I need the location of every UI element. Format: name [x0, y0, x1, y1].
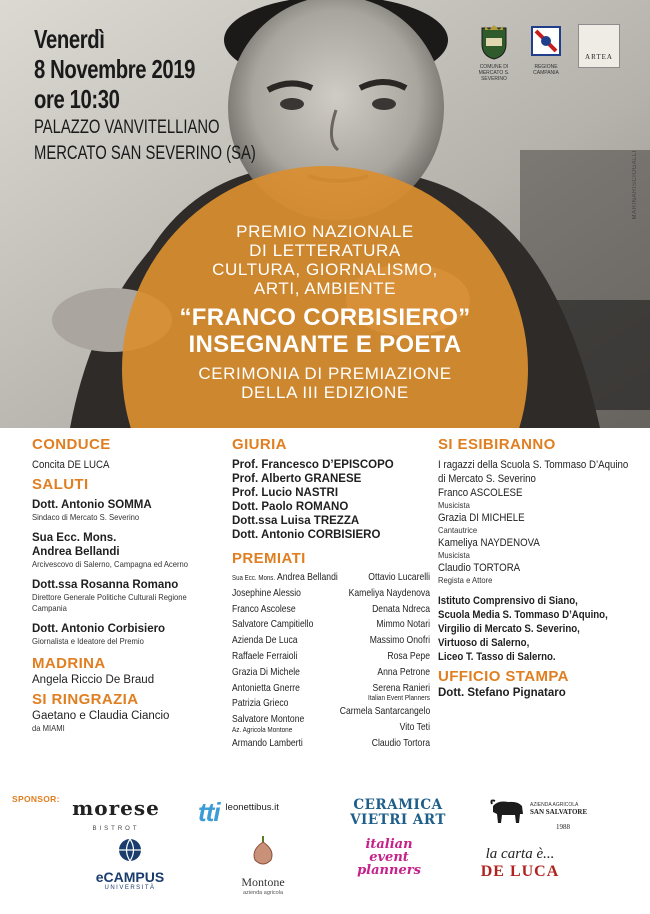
premiato: Grazia Di Michele: [232, 665, 300, 678]
school-line: Virtuoso di Salerno,: [438, 637, 530, 649]
award-title-1: “FRANCO CORBISIERO”: [179, 304, 471, 331]
award-subtitle-2: DI LETTERATURA: [249, 241, 401, 260]
montone-logo-text: Montone: [241, 875, 285, 889]
sponsor-san-salvatore: [490, 796, 600, 831]
sponsor-tti: [198, 797, 328, 828]
premiato: Denata Ndreca: [372, 602, 430, 615]
italian-logo-line1: italian: [365, 837, 413, 852]
premiato: Claudio Tortora: [371, 736, 430, 749]
morese-logo-text: morese: [72, 796, 160, 820]
photo-credit: MARINARISCIOGALLI: [632, 150, 638, 220]
column-left: [32, 436, 222, 734]
award-subtitle-3: CULTURA, GIORNALISMO,: [212, 260, 438, 279]
saluti-role-line2: Campania: [32, 603, 67, 613]
ceramica-logo-line2: VIETRI ART: [350, 812, 446, 828]
deluca-logo-text: DE LUCA: [480, 863, 560, 880]
artist-name: Franco ASCOLESE: [438, 487, 523, 499]
award-subtitle-1: PREMIO NAZIONALE: [236, 222, 414, 241]
premiato-prefix: Sua Ecc. Mons.: [232, 573, 276, 582]
premiato: [232, 570, 338, 586]
sponsor-montone: [228, 834, 298, 896]
conduce-name: Concita DE LUCA: [32, 459, 110, 471]
giuria-heading: GIURIA: [232, 436, 287, 453]
column-middle: [232, 436, 430, 766]
premiato: Antonietta Gnerre: [232, 681, 300, 694]
comune-logo: [474, 24, 514, 82]
premiato: Vito Teti: [399, 721, 430, 734]
esibiranno-heading: SI ESIBIRANNO: [438, 436, 556, 453]
premiato: Massimo Onofri: [369, 634, 430, 647]
sponsor-de-luca: [472, 846, 568, 881]
onion-icon: [247, 834, 279, 868]
giuria-member: Prof. Lucio NASTRI: [232, 487, 339, 499]
saluti-role: Arcivescovo di Salerno, Campagna ed Acerno: [32, 559, 189, 569]
hero-photo-area: [0, 0, 650, 428]
giuria-member: Dott. Paolo ROMANO: [232, 501, 349, 513]
artea-logo-label: ARTEA: [585, 53, 613, 61]
artist-name: Grazia DI MICHELE: [438, 512, 525, 524]
institution-logos: [474, 24, 620, 82]
buffalo-icon: [490, 796, 526, 826]
morese-logo-sub: BISTROT: [92, 826, 140, 832]
giuria-member: Prof. Francesco D’EPISCOPO: [232, 459, 394, 471]
event-date: 8 Novembre 2019: [34, 54, 195, 85]
saluti-name: Dott.ssa Rosanna Romano: [32, 579, 179, 591]
premiato-name: Andrea Bellandi: [276, 571, 338, 583]
ceremony-line-1: CERIMONIA DI PREMIAZIONE: [198, 364, 452, 383]
premiato: Ottavio Lucarelli: [368, 571, 430, 583]
saluti-name-line2: Andrea Bellandi: [32, 546, 120, 558]
saluti-name: Sua Ecc. Mons.: [32, 532, 117, 544]
premiato: Patrizia Grieco: [232, 697, 289, 710]
deluca-logo-tagline: la carta è...: [485, 846, 555, 862]
sponsor-morese: [72, 796, 160, 832]
school-line: Scuola Media S. Tommaso D’Aquino,: [438, 609, 608, 621]
sponsor-italian-event-planners: [356, 838, 422, 877]
event-time: ore 10:30: [34, 84, 120, 115]
premiati-heading: PREMIATI: [232, 550, 306, 567]
ringrazia-name: Gaetano e Claudia Ciancio: [32, 710, 170, 722]
premiati-right-column: [320, 570, 430, 752]
premiati-list: [232, 570, 430, 766]
premiato: Azienda De Luca: [232, 634, 298, 647]
ceremony-line-2: DELLA III EDIZIONE: [241, 383, 409, 402]
comune-crest-icon: [477, 24, 511, 60]
giuria-member: Dott. Antonio CORBISIERO: [232, 529, 381, 541]
conduce-heading: CONDUCE: [32, 436, 111, 453]
premiato: Salvatore Campitiello: [232, 618, 314, 631]
premiato: Kameliya Naydenova: [348, 586, 430, 599]
premiato: Franco Ascolese: [232, 602, 296, 615]
artist-role: Musicista: [438, 550, 470, 560]
premiato-affiliation: Az. Agricola Montone: [232, 724, 293, 734]
saluti-name: Dott. Antonio Corbisiero: [32, 623, 166, 635]
school-line: Liceo T. Tasso di Salerno.: [438, 651, 556, 663]
tti-url: leonettibus.it: [225, 802, 279, 813]
italian-logo-line2: event: [369, 850, 409, 865]
italian-logo-line3: planners: [357, 863, 421, 878]
school-line: Virgilio di Mercato S. Severino,: [438, 623, 580, 635]
ecampus-globe-icon: [117, 838, 143, 862]
column-right: [438, 436, 638, 700]
artist-role: Musicista: [438, 500, 470, 510]
saluti-role: Direttore Generale Politiche Culturali Regione: [32, 592, 187, 602]
event-venue: PALAZZO VANVITELLIANO: [34, 117, 220, 139]
program-columns: [0, 428, 650, 798]
ufficio-stampa-name: Dott. Stefano Pignataro: [438, 687, 566, 699]
saluti-role: Sindaco di Mercato S. Severino: [32, 512, 140, 522]
saluti-name: Dott. Antonio SOMMA: [32, 499, 152, 511]
regione-crest-icon: [529, 24, 563, 60]
award-subtitle-4: ARTI, AMBIENTE: [253, 279, 397, 298]
artist-role: Regista e Attore: [438, 575, 493, 585]
giuria-member: Prof. Alberto GRANESE: [232, 473, 362, 485]
premiato: Serena Ranieri: [372, 681, 430, 694]
tti-logo-text: tti: [198, 797, 220, 827]
premiato-affiliation: Italian Event Planners: [367, 693, 430, 703]
school-line: Istituto Comprensivo di Siano,: [438, 595, 578, 607]
san-salvatore-sub: AZIENDA AGRICOLA: [530, 802, 579, 808]
premiato: Mimmo Notari: [376, 618, 430, 631]
montone-logo-sub: azienda agricola: [242, 890, 284, 896]
premiato: Josephine Alessio: [232, 586, 301, 599]
sponsor-ecampus: [90, 838, 170, 891]
premiato: Salvatore Montone: [232, 713, 305, 726]
esibiranno-intro: I ragazzi della Scuola S. Tommaso D’Aquino: [438, 459, 629, 471]
giuria-member: Dott.ssa Luisa TREZZA: [232, 515, 360, 527]
premiato: Anna Petrone: [377, 665, 430, 678]
san-salvatore-year: 1988: [556, 823, 570, 831]
madrina-heading: MADRINA: [32, 655, 106, 672]
ringrazia-role: da MIAMI: [32, 723, 65, 733]
regione-logo: [526, 24, 566, 76]
san-salvatore-name: SAN SALVATORE: [530, 808, 588, 816]
sponsor-label: SPONSOR:: [12, 794, 60, 804]
esibiranno-intro-line2: di Mercato S. Severino: [438, 473, 536, 485]
ceramica-logo-line1: CERAMICA: [353, 797, 443, 813]
saluti-role: Giornalista e Ideatore del Premio: [32, 636, 144, 646]
artea-logo: [578, 24, 620, 68]
sponsor-ceramica: [350, 798, 446, 828]
ecampus-logo-sub: UNIVERSITÀ: [104, 885, 156, 891]
event-info: [34, 24, 318, 165]
award-title-block: [0, 222, 650, 402]
madrina-name: Angela Riccio De Braud: [32, 674, 155, 686]
artist-name: Claudio TORTORA: [438, 562, 521, 574]
comune-logo-label: COMUNE DI MERCATO S. SEVERINO: [478, 64, 510, 82]
saluti-heading: SALUTI: [32, 476, 89, 493]
ufficio-stampa-heading: UFFICIO STAMPA: [438, 668, 569, 685]
artist-name: Kameliya NAYDENOVA: [438, 537, 540, 549]
ecampus-logo-text: eCAMPUS: [95, 869, 165, 885]
artist-role: Cantautrice: [438, 525, 478, 535]
ringrazia-heading: SI RINGRAZIA: [32, 691, 139, 708]
award-title-2: INSEGNANTE E POETA: [188, 331, 462, 358]
premiato: Raffaele Ferraioli: [232, 649, 298, 662]
premiato: Carmela Santarcangelo: [339, 705, 431, 718]
premiato: Armando Lamberti: [232, 736, 303, 749]
event-day: Venerdì: [34, 24, 105, 54]
event-city: MERCATO SAN SEVERINO (SA): [34, 142, 256, 164]
premiato: Rosa Pepe: [387, 649, 430, 662]
regione-logo-label: REGIONE CAMPANIA: [533, 64, 559, 76]
